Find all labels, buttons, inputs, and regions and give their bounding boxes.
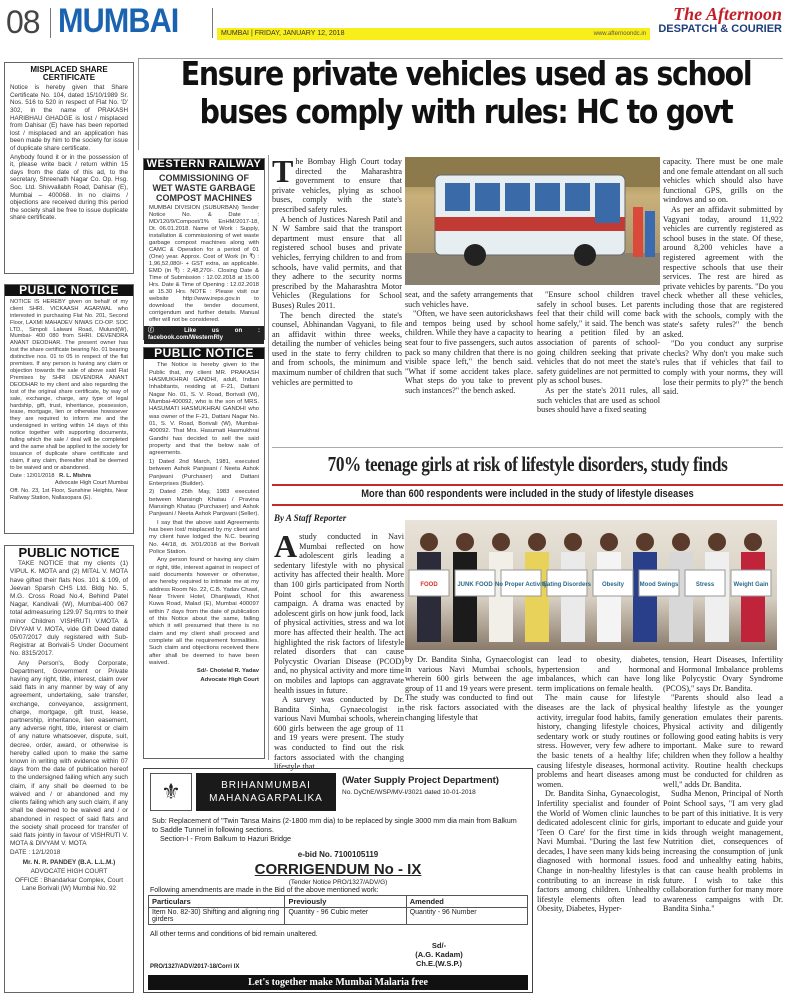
ad-paragraph: I say that the above said Agreements has been lost/ misplaced by my client and my client have lodged the N.C. bearing No. 44/18, dt. 3/01/2018 at the Borivali Police Station. <box>149 519 259 555</box>
other-terms: All other terms and conditions of bid remain unaltered. <box>150 931 318 938</box>
ad-paragraph: MUMBAI DIVISION (SUBURBAN) Tender Notice No. & Date : MD/120/9/Compost/1% EnHM/2017-18, Dt. 06.01.2018. Name of Work : Supply, installation & commissioning of wet waste garbage compost machines along with CAMC & Operation for a period of 01 (One) year. Approx. Cost of Work (in ₹) : 1,96,52,080/- + GST extra, as applicable. EMD (in ₹) : 2,48,270/-. Closing Date & Time of Submission : 12.02.2018 at 15.00 Hrs. Date & Time of Opening : 12.02.2018 at 15.30 Hrs. NOTE : Please visit our website http://www.ireps.gov.in to download the tender document, corrigendum and further details. Manual offer will not be considered. <box>149 205 259 323</box>
amendments-table <box>148 895 528 925</box>
signatory-role: Advocate High Court <box>200 676 259 683</box>
article-column <box>663 157 783 442</box>
article-paragraph: As per the state's 2011 rules, all such vehicles that are used as school buses should have a fixed seating <box>537 385 660 415</box>
website-link[interactable]: www.afternoondc.in <box>593 31 646 37</box>
main-headline: Ensure private vehicles used as school buses comply with rules: HC to govt <box>180 54 752 131</box>
article-column <box>537 655 660 1000</box>
ad-address: OFFICE : Bhandarkar Complex, Court Lane Borivali (W) Mumbai No. 92 <box>15 876 123 893</box>
public-notice-ad <box>143 347 265 759</box>
column-header: Amended <box>406 896 527 908</box>
table-cell: Quantity - 96 Cubic meter <box>285 908 406 925</box>
dateline-bar <box>217 28 650 40</box>
ad-date <box>10 473 128 480</box>
drop-cap: T <box>272 153 294 189</box>
bmc-name-block <box>196 773 336 811</box>
article-column <box>272 153 402 442</box>
ad-title: PUBLIC NOTICE <box>18 545 120 560</box>
table-row <box>149 908 528 925</box>
signatory-role: ADVOCATE HIGH COURT <box>30 867 108 875</box>
signatory: Sd/- Chotelal R. Yadav <box>196 668 259 675</box>
ad-paragraph: Anybody found it or in the possession of it, please write back / return within 15 days from the date of this ad, to the secretary, Shreenath Nagar Co. Op. Hsg. Soc. Ltd. Shivvallabh Road, Dahisar (E), Mumbai – 400068. In no claims / objections are received during this period the society shall be free to issue duplicate share certificate. <box>10 153 128 222</box>
sign-label: Obesity <box>601 582 625 588</box>
signature-block <box>384 941 494 968</box>
article-column <box>274 528 404 772</box>
subject-text: Sub: Replacement of "Twin Tansa Mains (2-1800 mm dia) to be replaced by single 3000 mm dia main from Balkum to Saddle Tunnel in following sections. <box>152 816 517 834</box>
article-paragraph: Dr. Bandita Sinha, Gynaecologist, Infertility specialist and founder of the World of Women clinic launches dedicated adolescent clinic for girls, 'Teen O Care' for the first time in Navi Mumbai. "During the last few decades, I have seen many kids being diagnosed with hormonal issues. Change in non-healthy lifestyles is contributing to an increase in risk factors among children. Unhealthy lifestyle elements often lead to Obesity, Diabetes, Hyper- <box>537 789 660 914</box>
article-paragraph: "Often, we have seen autorickshaws and tempos being used by school children. While they have a capacity to seat four to five passengers, such autos pack so many children that there is no visible space left," the bench said. "What if some accident takes place. What steps do you take to prevent such instances?" the bench asked. <box>405 309 533 395</box>
section-title: MUMBAI <box>58 2 179 40</box>
department: (Water Supply Project Department) <box>342 775 499 786</box>
second-headline: 70% teenage girls at risk of lifestyle disorders, study finds <box>327 452 728 476</box>
western-railway-tender-ad <box>143 158 265 340</box>
article-paragraph: A survey was conducted by Dr. Bandita Sinha, Gynaecologist in various Navi Mumbai schools, wherein 600 girls between the age group of 11 and 19 years were present. The study was conducted to find out the risk factors associated with the changing lifestyle that <box>274 695 404 772</box>
ad-paragraph: 2) Dated 25th May, 1983 executed between Mansingh Khatau / Pravina Mansingh Khatau (Purchaser) and Ashok Panjwani / Neeta Ashok Panjwani (Seller). <box>149 489 260 518</box>
ebid-number: e-bid No. 7100105119 <box>297 850 379 859</box>
article-paragraph: can lead to obesity, diabetes, hypertension and hormonal imbalances, which can have long term implications on female health. <box>537 655 660 693</box>
facebook-link[interactable] <box>144 326 264 344</box>
article-paragraph: seat, and the safety arrangements that such vehicles have. <box>405 290 533 309</box>
column-rule <box>268 155 269 760</box>
article-column <box>537 290 660 440</box>
article-paragraph: Sudha Menon, Principal of North Point School says, "I am very glad to be part of this initiative. It is very important to educate and guide your kids through weight management, Nutrition diet, consequences of increasing the consumption of junk food and unhealthy eating habits, that can cause health problems in future. I wish to take this collaboration further for many more awareness campaigns with Dr. Bandita Sinha." <box>663 789 783 914</box>
signatory-role: Advocate High Court Mumbai <box>54 480 128 487</box>
section-text: Section-I - From Balkum to Hazuri Bridge <box>160 834 292 843</box>
pro-reference: PRO/1327/ADV/2017-18/Corri IX <box>150 964 240 970</box>
ad-paragraph: Any Person's, Body Corporate, Department, Government or Private having any right, title, interest, claim over said flats in any manner by way of any agreement, undertaking, sale transfer, exchange, conveyance, assignment, charge, mortgage, gift trust, lease, partnership, inheritance, lien easement, any adverse right, title, interest or claim of any nature whatsoever, dispute, suit, decree, order, award, or otherwise is hereby called upon to make the same known in writing with evidence within 07 days from the date of publication hereof to the undersigned failing which any such claim, if any shall be deemed to be waived and / or abandoned and my clients failing which any such claim, if any shall be deemed to be waived and / or abandoned in respect of said flats and the society shall proceed for transfer of said flats jointly in favour of VISHRUTI V. MOTA & DIVYAM V. MOTA <box>10 659 128 848</box>
sign-line: (A.G. Kadam) <box>415 950 463 959</box>
ad-title: WESTERN RAILWAY <box>144 159 264 170</box>
subheadline: More than 600 respondents were included in the study of lifestyle diseases <box>361 488 694 500</box>
logo-line-2: DESPATCH & COURIER <box>658 23 782 35</box>
facebook-text: Like us on : facebook.com/WesternRly <box>148 328 260 341</box>
signatory: Mr. N. R. PANDEY (B.A. L.L.M.) <box>22 858 116 866</box>
sign-label: FOOD <box>420 582 438 588</box>
article-paragraph: "Ensure school children travel safely in school buses. Let parents feel that their child will come back home safely," it said. The bench was hearing a petition filed by an association of parents of school-going children seeking that private vehicles that do not meet the state's safety guidelines are not permitted to ply as school buses. <box>537 290 660 386</box>
ad-address: Off. No. 23, 1st Floor, Sunshine Heights, Near Railway Station, Nallasopara (E). <box>10 488 128 502</box>
students-holding-signs-illustration <box>405 520 777 650</box>
newspaper-logo <box>650 6 782 35</box>
sign-line: Ch.E.(W.S.P.) <box>415 959 463 968</box>
article-paragraph: tension, Heart Diseases, Infertility and Hormonal Imbalance problems like Polycystic Ovary Syndrome (PCOS)," says Dr. Bandita. <box>663 655 783 693</box>
article-paragraph: by Dr. Bandita Sinha, Gynaecologist in various Navi Mumbai schools, wherein 600 girls between the age group of 11 and 19 years were present. The study was conducted to find out the risk factors associated with the changing lifestyle that <box>405 655 533 722</box>
ad-paragraph: Notice is hereby given that Share Certificate No. 104, dated 15/10/1989 Sr. Nos. 516 to 520 in respect of Flat No. 'D' 302, in the name of PRAKASH HARIBHAU GHADGE is lost / misplaced from Dahisar (E) have has been reported lost / misplaced and an application has been made by him to the society for issue of duplicate share certificate. <box>10 84 128 152</box>
ad-paragraph: Any person found or having any claim or right, title, interest against in respect of said documents however or otherwise, are hereby required to intimate me at my address Room No. 22, C.B. Yadav Chawl, Near Triveni Hotel, Dhanjiwadi, Khot Kuwa Road, Malad (E), Mumbai 400097 within 7 days from the date of publication of this Notice about the same, failing which it will presumed that there is no claim and my client shall proceed and complete all the requirement formalities. Such claim and objections received there after shall be deemed to have been waived. <box>149 557 259 667</box>
article-paragraph: A bench of Justices Naresh Patil and N W Sambre said that the transport department must ensure that all registered school buses and private vehicles, ferrying children to and from schools, have valid permits, and that they adhere to the security norms prescribed by the Maharashtra Motor Vehicles (Regulations for School Buses) Rules 2011. <box>272 214 402 310</box>
table-cell: Item No. 82-30) Shifting and aligning ring girders <box>149 908 285 925</box>
masthead-divider <box>50 8 51 38</box>
paragraph-text: he Bombay High Court today directed the Maharashtra government to ensure that private vehicles, plying as school buses, comply with the state's prescribed safety rules. <box>272 157 402 214</box>
article-paragraph <box>274 528 404 695</box>
ad-paragraph: TAKE NOTICE that my clients (1) VIPUL K. MOTA and (2) MITAL V. MOTA have gifted their flats Nos. 101 & 109, of Jeevan Sparsh CHS Ltd. Bldg No. 5, M.G. Cross Road No.4, Behind Patel Nagar, Kandivali (W), Mumbai-400 067 total admeasuring 129.97 Sq.mtrs to their minor Children VISHRUTI V.MOTA & DIVYAM V. MOTA, vide Gift Deed dated 05/07/2017 duly registered with Sub-Registrar at Borivali-5 Under Document No. 8315/2017. <box>10 560 128 658</box>
article-paragraph: The bench directed the state's counsel, Abhinandan Vagyani, to file an affidavit within three weeks, detailing the number of vehicles being used in the state to ferry children to and from schools, the minimum and maximum number of children that such vehicles are permitted to <box>272 310 402 387</box>
table-header-row <box>149 896 528 908</box>
article-paragraph: As per an affidavit submitted by Vagyani today, around 11,922 vehicles are currently registered as school buses in the state. Of these, around 8,200 vehicles have a registered agreement with the respective schools that use their services. The rest are hired as private vehicles by parents. "Do you check whether all these vehicles, including those that are registered with the schools, comply with the state's safety rules?" the bench asked. <box>663 204 783 339</box>
sign-label: Mood Swings <box>639 582 679 588</box>
org-line-2: MAHANAGARPALIKA <box>209 793 323 804</box>
reference-number: No. DyChE/WSP/MV-I/3021 dated 10-01-2018 <box>342 789 476 796</box>
sign-label: Weight Gain <box>733 582 769 588</box>
school-bus-photo <box>405 157 660 285</box>
red-rule <box>272 504 783 506</box>
subject <box>152 816 524 843</box>
article-paragraph: "Do you conduct any surprise checks? Why don't you make such rules that if vehicles that fail to comply with your norms, they will lose their permits to ply?" the bench said. <box>663 339 783 397</box>
article-column <box>405 655 533 760</box>
public-notice-ad <box>4 545 134 993</box>
article-paragraph <box>272 153 402 215</box>
malaria-slogan-banner: Let's together make Mumbai Malaria free <box>148 975 528 990</box>
misplaced-share-ad <box>4 62 134 274</box>
drop-cap: A <box>274 528 298 564</box>
red-rule <box>272 484 783 486</box>
logo-line-1: The Afternoon <box>673 4 782 24</box>
ad-subtitle: COMMISSIONING OF WET WASTE GARBAGE COMPOST MACHINES <box>152 173 256 203</box>
article-paragraph: capacity. There must be one male and one female attendant on all such vehicles which should also have functional GPS, grills on the windows and so on. <box>663 157 783 205</box>
sign-line: Sd/- <box>431 941 447 950</box>
table-cell: Quantity - 96 Number <box>406 908 527 925</box>
article-column <box>663 655 783 1000</box>
sign-label: Stress <box>695 582 715 588</box>
masthead-divider <box>212 8 213 38</box>
rule <box>272 447 783 448</box>
bmc-corrigendum-ad <box>143 768 533 993</box>
sign-label: JUNK FOOD <box>457 582 493 588</box>
facebook-icon: ⓕ <box>148 328 185 334</box>
ad-title: MISPLACED SHARE CERTIFICATE <box>30 65 108 82</box>
byline: By A Staff Reporter <box>274 513 347 523</box>
sign-label: No Proper Activity <box>494 582 548 588</box>
corrigendum-title: CORRIGENDUM No - IX <box>254 861 422 878</box>
ad-date: DATE : 12/1/2018 <box>10 849 61 857</box>
date-text: Date : 12/01/2018 <box>10 472 55 479</box>
article-paragraph: "Parents should also lead a healthy lifestyle as the younger generation emulates their parents. Physical activity and diligently following good eating habits is very important. Make sure to reward children when they follow a healthy activity. Routine health checkups must be conducted for children as well," adds Dr. Bandita. <box>663 693 783 789</box>
column-header: Particulars <box>149 896 285 908</box>
signatory: R. L. Mishra <box>59 472 91 479</box>
ad-paragraph: NOTICE IS HEREBY given on behalf of my client SHRI. VICKAASH AGARWAL who interested in purchasing Flat No. 201, Second Floor, LAXMI MAHADEV NIWAS CO-OP. SOC LTD., Simpoli Lalwani Road, Mulund(W), Mumbai- 400 080 from SHRI. DEVENDRA ANANT DEODHAR. The present owner has lost the share certificate bearing No. 01 bearing distinctive nos. 01 to 05 in respect of the flat premises. If any person is having any claim or objection towards the sale of above said Flat Premises by SHRI DEVENDRA ANANT DEODHAR to my client and also regarding the lost of the original share certificate, by way of sale, exchange, charge, any type of legal hardship, gift, trust, inheritance, possession, lease, mortgage, lien or otherwise howsoever they are required to inform me and the undersigned in writing within 14 days of this notice together with supporting documents, failing which the sale / deal will be completed and the same shall be applied to the society for issuance of duplicate share certificate and claim, if any claim, thereafter shall be deemed to be waived and or abandoned. <box>10 298 128 471</box>
column-header: Previously <box>285 896 406 908</box>
tender-notice: (Tender Notice PRO/1327/ADV/G) <box>288 879 388 886</box>
school-bus-illustration <box>405 157 660 285</box>
public-notice-ad <box>4 284 134 534</box>
org-line-1: BRIHANMUMBAI <box>221 780 311 791</box>
sign-label: Eating Disorders <box>542 582 592 588</box>
ad-title: PUBLIC NOTICE <box>144 348 264 359</box>
dateline-text: MUMBAI | FRIDAY, JANUARY 12, 2018 <box>221 30 345 37</box>
ad-paragraph: 1) Dated 2nd March, 1981, executed between Ashok Panjwani / Neeta Ashok Panjwani (Purchaser) and Dattani Enterprises (Builder). <box>149 458 259 487</box>
amendments-intro: Following amendments are made in the Bid of the above mentioned work: <box>150 887 379 894</box>
students-photo <box>405 520 777 650</box>
ad-paragraph: The Notice is hereby given to the Public that, my client MR. PRAKASH HASMUKHRAI GANDHI, adult, Indian Inhabitants, residing at F-21, Dattani Nagar No. 01, S. V. Road, Borivali (W), Mumbai-400092, who is the son of MRS. HASUMATI HASMUKHRAI GANDHI who was owner of the F-21, Dattani Nagar No. 01, S. V. Road, Borivali (W), Mumbai-400092. That Mrs. Hasumati Hasmukhrai Gandhi has decided to sell the said property and that the below sale of agreements. <box>149 362 259 457</box>
bmc-crest-icon: ⚜ <box>150 773 192 811</box>
paragraph-text: study conducted in Navi Mumbai reflected on how adolescent girls leading a sedentary lifestyle with no physical activity has affected their health. More than 100 girls participated from North Point school for this awareness campaign. A drama was enacted by adolescent girls on how junk food, lack of physical activities, stress and wa lot more has affected their health. The act highlighted the risk factors of lifestyle related disorders that can cause Polycystic Ovarian Disease (PCOD) and, no physical activity and more time on mobiles and laptops can aggravate health issues in future. <box>274 532 404 695</box>
article-column <box>405 290 533 440</box>
ad-title: PUBLIC NOTICE <box>5 285 133 296</box>
page-number: 08 <box>6 4 40 40</box>
article-paragraph: The main cause for lifestyle diseases are the lack of physical activity, irregular food habits, family history, changing lifestyle choices, sedentary work or study routines or stress. However, very few adhere to the basic tenets of a healthy life; causing lifestyle diseases, hormonal problems and heart diseases among women. <box>537 693 660 789</box>
